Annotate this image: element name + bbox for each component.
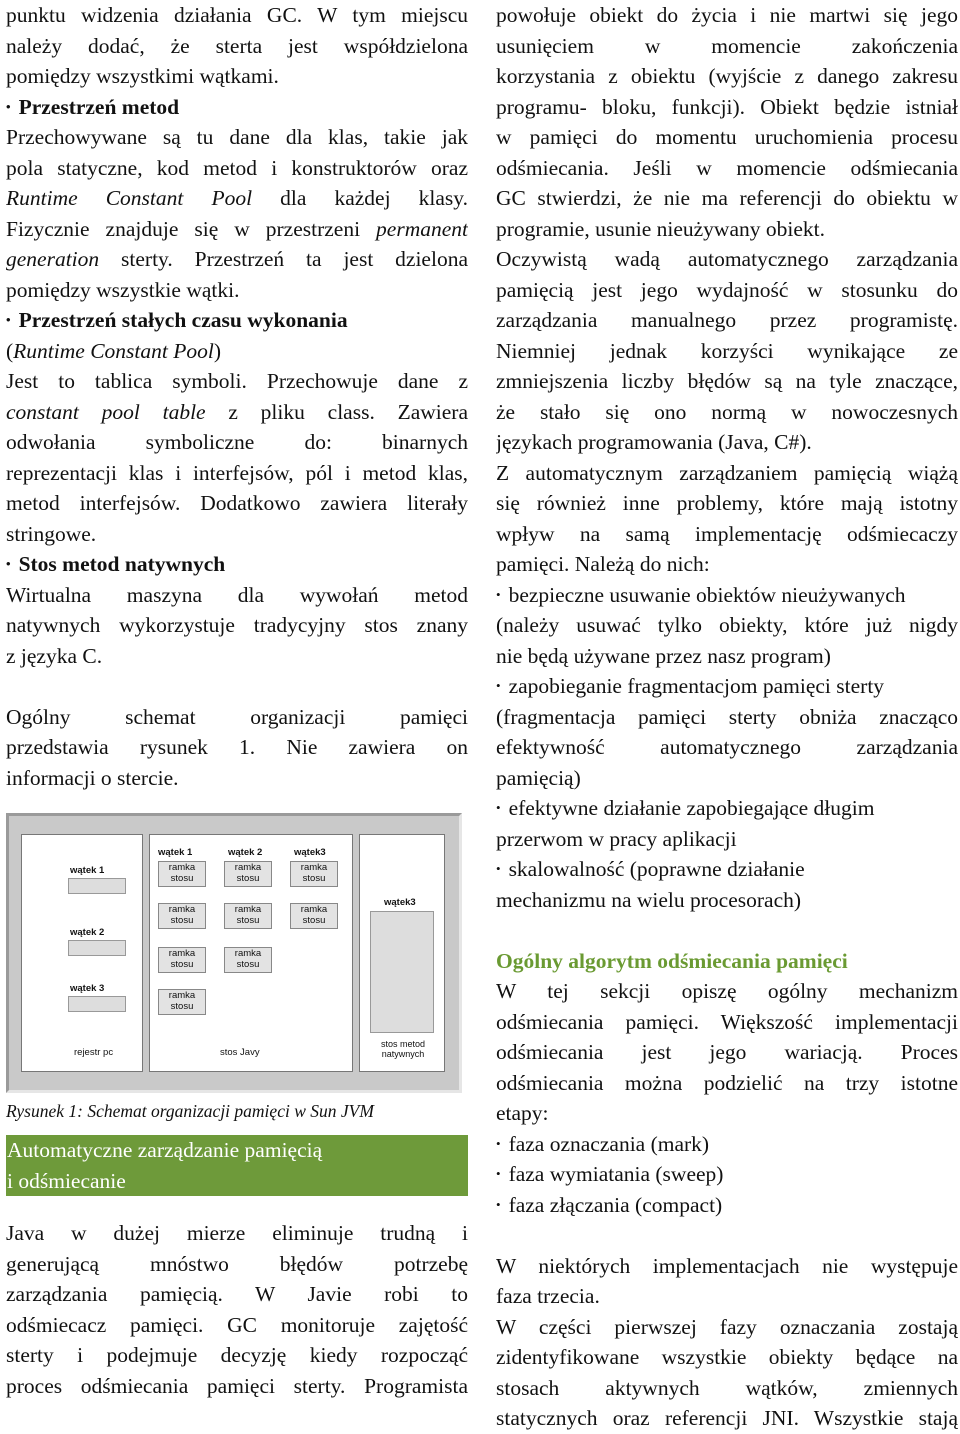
italic-term: permanent <box>376 216 468 241</box>
bullet-item: • bezpieczne usuwanie obiektów nieużywanych <box>496 580 958 611</box>
text-line: zarządzania manualnego przez programistę. <box>496 308 958 332</box>
text-span: sterty. Przestrzeń ta jest dzielona <box>99 247 468 271</box>
heading-line: i odśmiecanie <box>7 1168 126 1193</box>
pc-thread-label: wątek 2 <box>70 927 105 938</box>
bullet-item: • skalowalność (poprawne działanie <box>496 854 958 885</box>
text-span: ( <box>6 338 14 363</box>
text-line: pamięci. Należą do nich: <box>496 552 710 576</box>
spacer <box>496 1220 958 1251</box>
text-line: Niemniej jednak korzyści wynikające ze <box>496 338 958 363</box>
bullet-item: • zapobieganie fragmentacjom pamięci sterty <box>496 671 958 702</box>
text-line: efektywność automatycznego zarządzania <box>496 735 958 759</box>
text-line <box>6 183 468 214</box>
java-stack-panel <box>149 834 353 1072</box>
text-line <box>6 214 468 245</box>
text-line: W niektórych implementacjach nie występuje <box>496 1253 958 1278</box>
text-line: odśmiecania. Jeśli w momencie odśmiecania <box>496 155 958 180</box>
text-line: punktu widzenia działania GC. W tym miejscu <box>6 3 468 27</box>
left-column <box>6 0 468 1401</box>
text-line: statycznych oraz referencji JNI. Wszystkie stają <box>496 1406 958 1430</box>
stack-thread-label: wątek 2 <box>228 847 263 858</box>
text-line: informacji o stercie. <box>6 765 179 790</box>
text-line: pola statyczne, kod metod i konstruktorów oraz <box>6 155 468 180</box>
italic-term: generation <box>6 247 100 271</box>
text-line <box>6 244 468 275</box>
phase-item: • faza wymiatania (sweep) <box>496 1159 958 1190</box>
phase-item: • faza złączania (compact) <box>496 1190 958 1221</box>
native-stack-panel <box>359 834 445 1072</box>
stack-frame: ramka stosu <box>290 903 338 929</box>
section-heading-gc <box>6 1135 468 1196</box>
figure-caption: Rysunek 1: Schemat organizacji pamięci w Sun JVM <box>6 1101 374 1121</box>
text-line: odśmiecania jest jego wariacją. Proces <box>496 1040 958 1064</box>
stack-frame: ramka stosu <box>224 861 272 887</box>
text-line <box>6 336 468 367</box>
text-line: faza trzecia. <box>496 1284 600 1308</box>
text-line: Przechowywane są tu dane dla klas, takie jak <box>6 125 468 149</box>
pc-register-panel <box>21 834 143 1072</box>
text-line: powołuje obiekt do życia i nie martwi się jego <box>496 3 958 27</box>
pc-thread-label: wątek 3 <box>70 983 105 994</box>
text-line: że stało się ono normą w nowoczesnych <box>496 399 958 424</box>
text-line: pamięcią) <box>496 765 581 790</box>
text-line: etapy: <box>496 1101 549 1125</box>
text-line: generującą mnóstwo błędów potrzebę <box>6 1251 468 1276</box>
text-line: usunięciem w momencie zakończenia <box>496 33 958 58</box>
stack-frame: ramka stosu <box>224 903 272 929</box>
stack-frame: ramka stosu <box>158 861 206 887</box>
text-line: W części pierwszej fazy oznaczania zostają <box>496 1314 958 1339</box>
text-line: Wirtualna maszyna dla wywołań metod <box>6 582 468 607</box>
register-box <box>68 940 126 956</box>
text-line: stosach aktywnych wątków, zmiennych <box>496 1375 958 1400</box>
register-box <box>68 996 126 1012</box>
native-thread-label: wątek3 <box>384 897 416 908</box>
text-line: reprezentacji klas i interfejsów, pól i metod klas, <box>6 460 468 485</box>
native-stack-label: stos metod natywnych <box>380 1039 426 1059</box>
jvm-memory-diagram <box>6 813 462 1093</box>
text-line: zidentyfikowane wszystkie obiekty będące na <box>496 1345 958 1369</box>
text-line: GC stwierdzi, że nie ma referencji do obiektu w <box>496 186 958 210</box>
text-line: zmniejszenia liczby błędów są na tyle znaczące, <box>496 369 958 393</box>
text-line: programu- bloku, funkcji). Obiekt będzie istniał <box>496 94 958 119</box>
text-line: W tej sekcji opiszę ogólny mechanizm <box>496 979 958 1003</box>
section-title-runtime-constant-pool: • Przestrzeń stałych czasu wykonania <box>6 305 468 336</box>
text-line: się również inne problemy, które mają istotny <box>496 491 958 515</box>
section-title-native-stack: • Stos metod natywnych <box>6 549 468 580</box>
text-line: stringowe. <box>6 521 97 546</box>
right-column <box>496 0 958 1434</box>
text-line: z języka C. <box>6 643 103 668</box>
italic-term: constant pool table <box>6 399 206 424</box>
native-stack-area <box>370 911 434 1033</box>
section-title-method-area: • Przestrzeń metod <box>6 92 468 123</box>
text-line: odśmiecania pamięci. Większość implementacji <box>496 1009 958 1034</box>
text-line: zarządzania pamięcią. W Javie robi to <box>6 1282 468 1306</box>
text-span: z pliku class. Zawiera <box>205 399 468 424</box>
text-line: mechanizmu na wielu procesorach) <box>496 887 802 912</box>
text-line: sterty i podejmuje decyzję kiedy rozpocząć <box>6 1343 468 1367</box>
text-line: korzystania z obiektu (wyjście z danego zakresu <box>496 64 958 88</box>
text-line: w pamięci do momentu uruchomienia procesu <box>496 125 958 149</box>
italic-term: Runtime Constant Pool <box>6 186 253 210</box>
heading-line: Automatyczne zarządzanie pamięcią <box>7 1138 323 1162</box>
text-line: proces odśmiecania pamięci sterty. Programista <box>6 1373 468 1398</box>
text-line: Jest to tablica symboli. Przechowuje dane z <box>6 369 468 393</box>
phase-item: • faza oznaczania (mark) <box>496 1129 958 1160</box>
pc-register-label: rejestr pc <box>74 1047 114 1058</box>
text-line: przerwom w pracy aplikacji <box>496 826 737 851</box>
stack-frame: ramka stosu <box>158 947 206 973</box>
stack-frame: ramka stosu <box>224 947 272 973</box>
text-line: przedstawia rysunek 1. Nie zawiera on <box>6 735 468 759</box>
text-line: odwołania symboliczne do: binarnych <box>6 430 468 454</box>
text-line: wpływ na samą implementację odśmiecaczy <box>496 521 958 546</box>
text-line: metod interfejsów. Dodatkowo zawiera literały <box>6 491 468 515</box>
text-line: pamięcią jest jego wydajność w stosunku do <box>496 277 958 302</box>
stack-thread-label: wątek3 <box>294 847 326 858</box>
bullet-item: • efektywne działanie zapobiegające długim <box>496 793 958 824</box>
pc-thread-label: wątek 1 <box>70 865 105 876</box>
text-line: natywnych wykorzystuje tradycyjny stos znany <box>6 613 468 637</box>
spacer <box>496 915 958 946</box>
text-line: należy dodać, że sterta jest współdzielona <box>6 33 468 58</box>
text-span: Fizycznie znajduje się w przestrzeni <box>6 216 377 241</box>
text-line: (fragmentacja pamięci sterty obniża znacząco <box>496 704 958 729</box>
section-heading-gc-algorithm: Ogólny algorytm odśmiecania pamięci <box>496 948 848 973</box>
stack-frame: ramka stosu <box>290 861 338 887</box>
text-line: programie, usunie nieużywany obiekt. <box>496 216 825 241</box>
stack-thread-label: wątek 1 <box>158 847 193 858</box>
text-line: Ogólny schemat organizacji pamięci <box>6 704 468 729</box>
spacer <box>6 671 468 702</box>
stack-frame: ramka stosu <box>158 903 206 929</box>
italic-term: Runtime Constant Pool <box>13 338 214 363</box>
text-line <box>6 397 468 428</box>
register-box <box>68 878 126 894</box>
text-line: Java w dużej mierze eliminuje trudną i <box>6 1221 468 1245</box>
text-line: nie będą używane przez nasz program) <box>496 643 831 668</box>
text-line: odśmiecacz pamięci. GC monitoruje zajętość <box>6 1312 468 1337</box>
text-line: odśmiecania można podzielić na trzy istotne <box>496 1070 958 1095</box>
text-line: Oczywistą wadą automatycznego zarządzania <box>496 247 958 271</box>
text-line: pomiędzy wszystkimi wątkami. <box>6 64 279 88</box>
text-line: (należy usuwać tylko obiekty, które już nigdy <box>496 613 958 637</box>
text-line: pomiędzy wszystkie wątki. <box>6 277 240 302</box>
java-stack-label: stos Javy <box>220 1047 260 1058</box>
text-span: ) <box>213 338 222 363</box>
stack-frame: ramka stosu <box>158 989 206 1015</box>
text-line: językach programowania (Java, C#). <box>496 430 812 454</box>
text-span: dla każdej klasy. <box>252 186 468 210</box>
text-line: Z automatycznym zarządzaniem pamięcią wiążą <box>496 460 958 485</box>
